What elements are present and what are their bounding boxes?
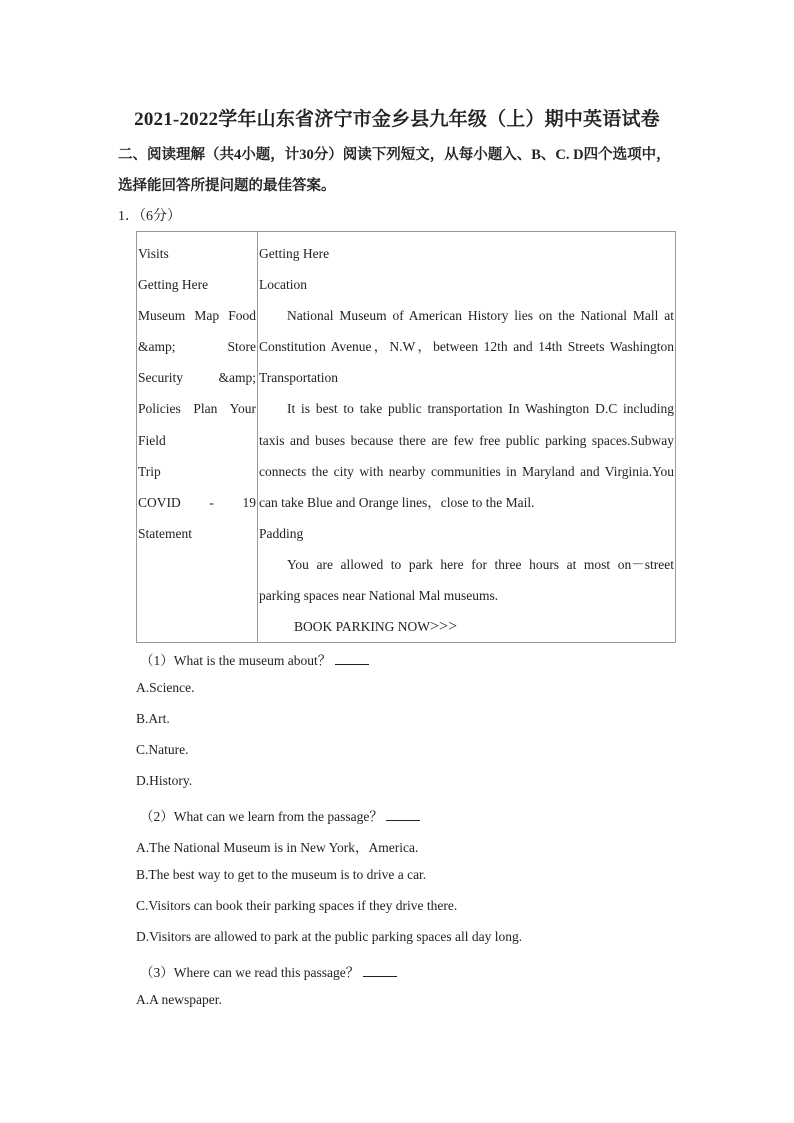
question-2-option-b: B.The best way to get to the museum is to drive a car. [136, 867, 427, 882]
question-1-option-b: B.Art. [136, 711, 170, 726]
padding-text-line: You are allowed to park here for three hours at most on－street [287, 556, 674, 572]
question-1-option-c: C.Nature. [136, 742, 189, 757]
nav-line: Trip [138, 463, 161, 479]
nav-line: &amp; Store [138, 339, 256, 355]
transportation-text-line: connects the city with nearby communities in Maryland and Virginia.You [259, 463, 674, 479]
question-1-option-a: A.Science. [136, 680, 195, 695]
location-text-line: Constitution Avenue，N.W，between 12th and 14th Streets Washington [259, 339, 674, 355]
padding-heading: Padding [259, 525, 304, 541]
book-parking-link[interactable] [259, 611, 674, 642]
transportation-text-line: can take Blue and Orange lines，close to the Mail. [259, 494, 535, 510]
nav-line: Museum Map Food [138, 308, 256, 324]
location-text-line: National Museum of American History lies on the National Mall at [287, 308, 674, 324]
question-3-option-a: A.A newspaper. [136, 992, 222, 1007]
exam-title: 2021-2022学年山东省济宁市金乡县九年级（上）期中英语试卷 [134, 109, 660, 130]
double-arrow-icon: >>> [430, 618, 458, 636]
question-1-option-d: D.History. [136, 773, 193, 788]
question-1-stem: （1）What is the museum about？ [140, 649, 369, 669]
nav-line: Visits [138, 246, 169, 261]
question-2-option-c: C.Visitors can book their parking spaces if they drive there. [136, 898, 458, 913]
section-instructions-line-2: 选择能回答所提问题的最佳答案。 [118, 178, 336, 194]
question-2-option-a: A.The National Museum is in New York，America. [136, 840, 419, 855]
nav-line: COVID - 19 [138, 494, 256, 510]
museum-info-table [136, 231, 676, 643]
answer-blank [386, 808, 420, 821]
question-number: 1．（6分） [118, 209, 181, 224]
transportation-heading: Transportation [259, 370, 339, 386]
answer-blank [335, 652, 369, 665]
nav-column [137, 232, 258, 643]
section-instructions [118, 140, 678, 202]
location-heading: Location [259, 277, 307, 293]
content-column [258, 232, 676, 643]
nav-line: Field [138, 432, 166, 448]
padding-text-line: parking spaces near National Mal museums. [259, 588, 499, 604]
question-2-option-d: D.Visitors are allowed to park at the public parking spaces all day long. [136, 929, 523, 944]
nav-line: Security &amp; [138, 370, 256, 386]
transportation-text-line: taxis and buses because there are few free public parking spaces.Subway [259, 432, 674, 448]
book-parking-label: BOOK PARKING NOW [294, 619, 431, 635]
transportation-text-line: It is best to take public transportation In Washington D.C including [287, 401, 674, 417]
nav-line: Getting Here [138, 277, 209, 293]
nav-line: Policies Plan Your [138, 401, 256, 417]
nav-line: Statement [138, 525, 192, 541]
question-3-stem: （3）Where can we read this passage？ [140, 961, 397, 981]
section-instructions-line-1: 二、阅读理解（共4小题，计30分）阅读下列短文，从每小题入、B、C. D四个选项中， [118, 147, 671, 163]
content-heading: Getting Here [259, 246, 330, 261]
answer-blank [363, 964, 397, 977]
question-2-stem: （2）What can we learn from the passage？ [140, 805, 420, 825]
